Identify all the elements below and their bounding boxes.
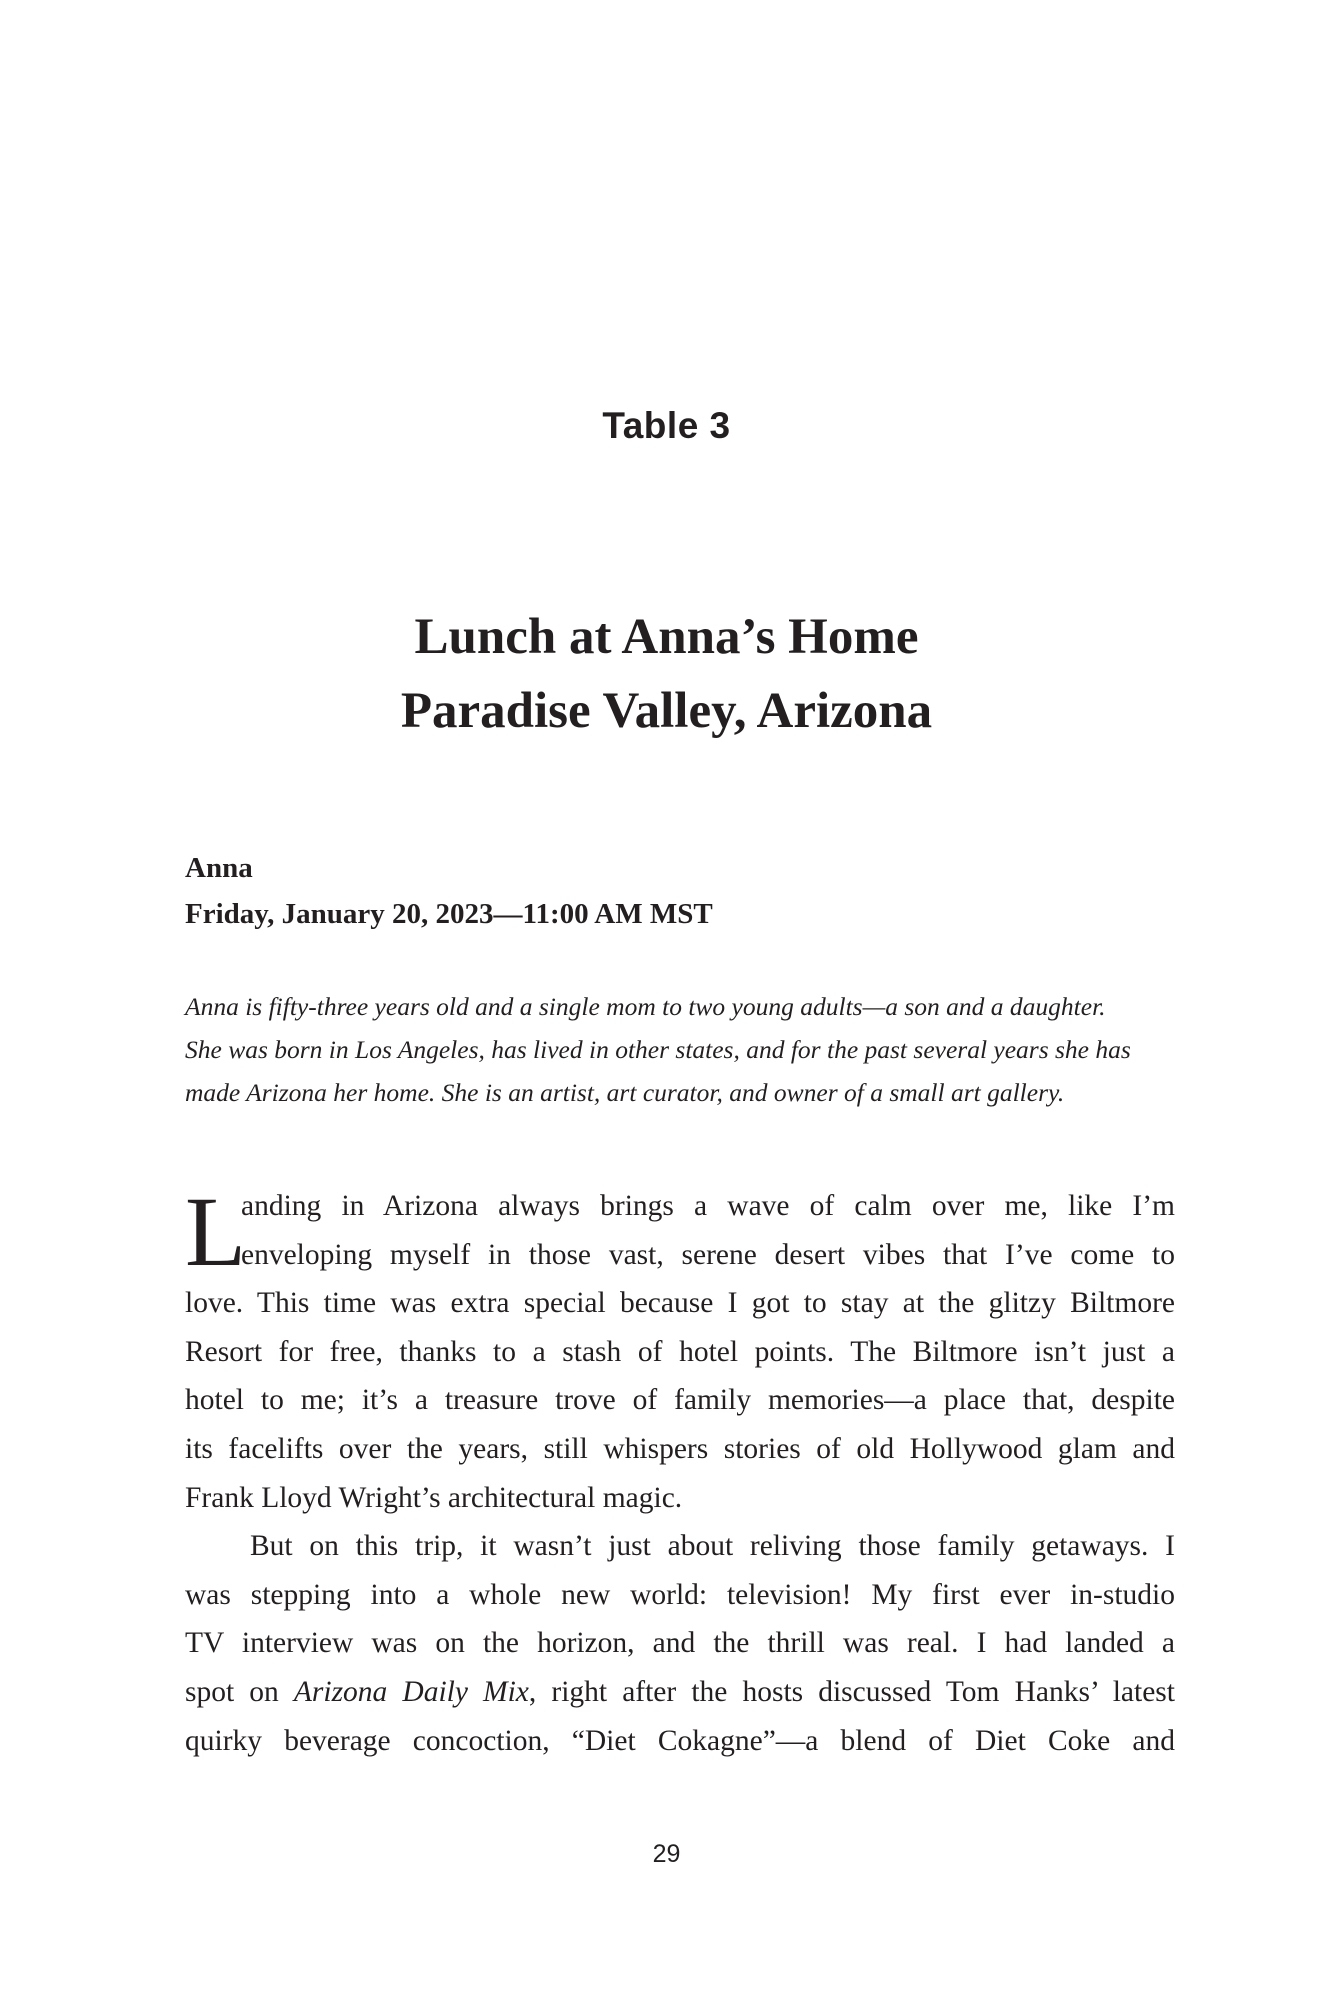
body-line: love. This time was extra special because I got to stay at the glitzy Biltmore	[185, 1287, 1175, 1320]
show-title: Arizona Daily Mix	[293, 1675, 529, 1708]
body-line: anding in Arizona always brings a wave of calm over me, like I’m	[241, 1190, 1175, 1222]
body-line: enveloping myself in those vast, serene desert vibes that I’ve come to	[241, 1238, 1175, 1271]
body-line: quirky beverage concoction, “Diet Cokagne”—a blend of Diet Coke and	[185, 1724, 1175, 1757]
chapter-title	[0, 600, 1333, 748]
intro-paragraph	[185, 985, 1185, 1114]
body-text-span: , right after the hosts discussed Tom Hanks’ latest	[528, 1675, 1175, 1708]
chapter-title-line-2: Paradise Valley, Arizona	[400, 683, 933, 739]
drop-cap: L	[185, 1176, 247, 1287]
body-line: Resort for free, thanks to a stash of hotel points. The Biltmore isn’t just a	[185, 1335, 1175, 1368]
intro-line: She was born in Los Angeles, has lived in other states, and for the past several years she has	[185, 1035, 1131, 1064]
dropcap-text	[241, 1182, 1175, 1279]
body-line: hotel to me; it’s a treasure trove of family memories—a place that, despite	[185, 1384, 1175, 1417]
page-number: 29	[652, 1840, 681, 1868]
body-line	[185, 1668, 1175, 1717]
body-line: TV interview was on the horizon, and the thrill was real. I had landed a	[185, 1627, 1175, 1660]
body-line: Frank Lloyd Wright’s architectural magic.	[185, 1481, 683, 1514]
intro-line: Anna is fifty-three years old and a single mom to two young adults—a son and a daughter.	[185, 992, 1106, 1021]
body-line: But on this trip, it wasn’t just about reliving those family getaways. I	[250, 1530, 1175, 1563]
body-text-span: spot on	[185, 1675, 294, 1708]
body-text	[185, 1176, 1175, 1765]
entry-header	[185, 845, 713, 937]
body-line: was stepping into a whole new world: television! My first ever in-studio	[185, 1578, 1175, 1611]
chapter-title-line-1: Lunch at Anna’s Home	[414, 609, 919, 665]
entry-datetime: Friday, January 20, 2023—11:00 AM MST	[185, 898, 713, 930]
dropcap-block	[185, 1176, 1175, 1287]
speaker-name: Anna	[185, 852, 253, 884]
body-line: its facelifts over the years, still whispers stories of old Hollywood glam and	[185, 1432, 1175, 1465]
section-label: Table 3	[602, 405, 731, 446]
intro-line: made Arizona her home. She is an artist, art curator, and owner of a small art gallery.	[185, 1078, 1065, 1107]
